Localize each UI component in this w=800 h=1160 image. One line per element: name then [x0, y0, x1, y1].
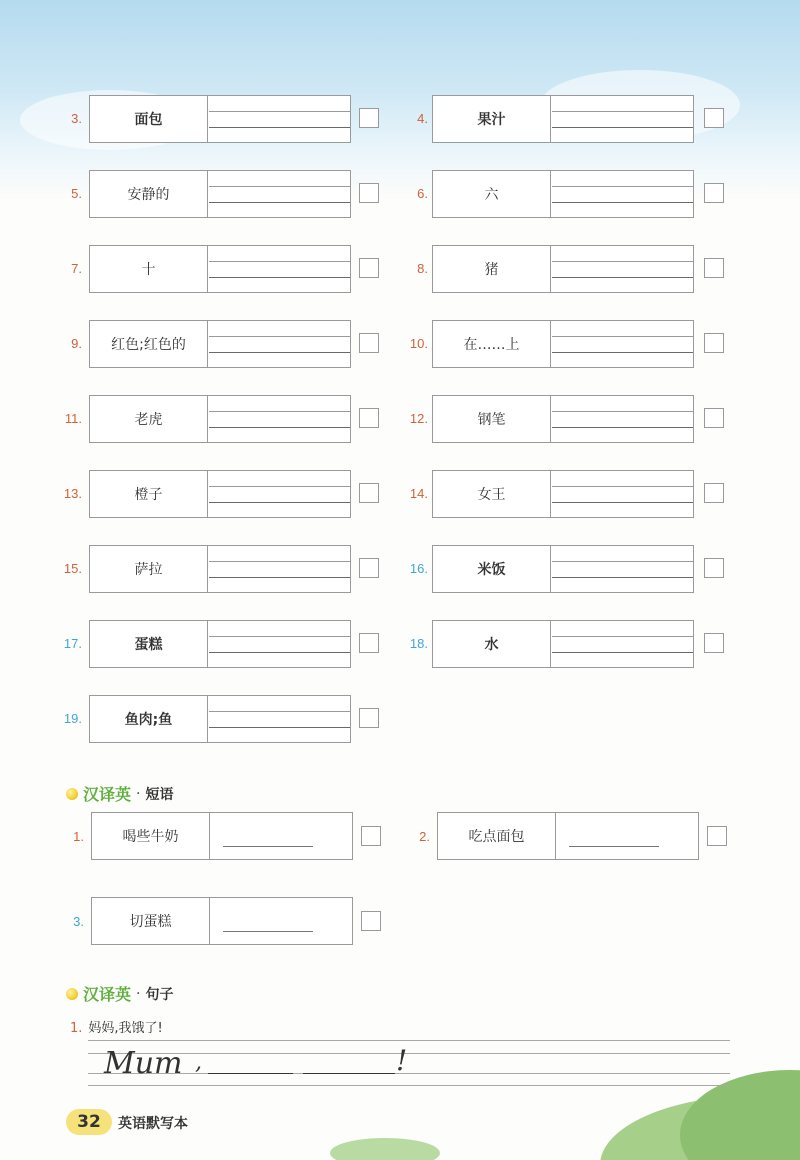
item-number: 19. — [63, 711, 82, 726]
check-box[interactable] — [361, 826, 381, 846]
item-number: 4. — [417, 111, 428, 126]
handwritten-comma: , — [195, 1050, 202, 1075]
writing-line[interactable] — [209, 727, 350, 728]
chinese-phrase: 吃点面包 — [438, 813, 556, 859]
chinese-word: 萨拉 — [90, 546, 208, 592]
word-cell — [432, 395, 694, 443]
writing-line[interactable] — [209, 277, 350, 278]
word-cell — [432, 320, 694, 368]
chinese-word: 安静的 — [90, 171, 208, 217]
check-box[interactable] — [704, 108, 724, 128]
word-cell — [432, 545, 694, 593]
check-box[interactable] — [704, 258, 724, 278]
check-box[interactable] — [704, 483, 724, 503]
chinese-word: 六 — [433, 171, 551, 217]
chinese-word: 钢笔 — [433, 396, 551, 442]
check-box[interactable] — [359, 333, 379, 353]
handwritten-exclamation: ! — [396, 1044, 408, 1077]
word-cell — [432, 245, 694, 293]
item-number: 6. — [417, 186, 428, 201]
writing-line[interactable] — [552, 636, 693, 637]
handwriting-lines[interactable] — [88, 1040, 730, 1086]
item-number: 11. — [64, 411, 82, 426]
chinese-word: 在……上 — [433, 321, 551, 367]
section-title-main: 汉译英 — [83, 985, 132, 1004]
check-box[interactable] — [361, 911, 381, 931]
writing-line[interactable] — [209, 652, 350, 653]
word-cell — [89, 320, 351, 368]
writing-line[interactable] — [552, 577, 693, 578]
word-cell — [89, 695, 351, 743]
word-cell — [432, 620, 694, 668]
phrase-cell — [91, 897, 353, 945]
chinese-word: 面包 — [90, 96, 208, 142]
writing-line[interactable] — [552, 352, 693, 353]
word-cell — [89, 620, 351, 668]
answer-blank — [208, 1073, 293, 1074]
writing-line[interactable] — [552, 127, 693, 128]
writing-line[interactable] — [209, 411, 350, 412]
writing-line[interactable] — [209, 261, 350, 262]
sentence-number: 1. — [70, 1021, 83, 1036]
page-number: 32 — [66, 1109, 112, 1135]
item-number: 5. — [71, 186, 82, 201]
writing-line[interactable] — [209, 486, 350, 487]
writing-line[interactable] — [552, 186, 693, 187]
sentence-prompt — [70, 1017, 163, 1036]
chinese-phrase: 喝些牛奶 — [92, 813, 210, 859]
check-box[interactable] — [707, 826, 727, 846]
check-box[interactable] — [704, 558, 724, 578]
check-box[interactable] — [704, 183, 724, 203]
check-box[interactable] — [359, 183, 379, 203]
writing-line[interactable] — [552, 411, 693, 412]
check-box[interactable] — [359, 558, 379, 578]
writing-line[interactable] — [209, 561, 350, 562]
item-number: 3. — [73, 914, 84, 929]
word-cell — [89, 95, 351, 143]
chinese-word: 猪 — [433, 246, 551, 292]
writing-line[interactable] — [209, 202, 350, 203]
check-box[interactable] — [359, 108, 379, 128]
writing-line[interactable] — [552, 561, 693, 562]
chinese-word: 十 — [90, 246, 208, 292]
item-number: 16. — [409, 561, 428, 576]
check-box[interactable] — [704, 633, 724, 653]
writing-line[interactable] — [552, 427, 693, 428]
writing-line[interactable] — [209, 186, 350, 187]
item-number: 10. — [409, 336, 428, 351]
chinese-word: 水 — [433, 621, 551, 667]
writing-line[interactable] — [209, 502, 350, 503]
item-number: 8. — [417, 261, 428, 276]
section-title-sub: 短语 — [145, 786, 174, 803]
check-box[interactable] — [359, 633, 379, 653]
writing-line[interactable] — [552, 261, 693, 262]
section-title-sub: 句子 — [145, 986, 174, 1003]
phrase-cell — [437, 812, 699, 860]
chinese-word: 女王 — [433, 471, 551, 517]
check-box[interactable] — [704, 333, 724, 353]
book-title: 英语默写本 — [118, 1116, 188, 1132]
item-number: 3. — [71, 111, 82, 126]
writing-line[interactable] — [552, 502, 693, 503]
chinese-word: 果汁 — [433, 96, 551, 142]
writing-line[interactable] — [552, 486, 693, 487]
grass-decoration — [330, 1138, 440, 1160]
check-box[interactable] — [359, 258, 379, 278]
item-number: 18. — [409, 636, 428, 651]
answer-line[interactable] — [223, 846, 313, 847]
bullet-dot-icon — [66, 988, 78, 1000]
writing-line[interactable] — [209, 111, 350, 112]
writing-line[interactable] — [209, 636, 350, 637]
writing-line[interactable] — [209, 577, 350, 578]
writing-line[interactable] — [209, 711, 350, 712]
handwritten-answer-start: Mum — [104, 1046, 183, 1081]
word-cell — [89, 170, 351, 218]
chinese-word: 橙子 — [90, 471, 208, 517]
answer-line[interactable] — [223, 931, 313, 932]
item-number: 2. — [419, 829, 430, 844]
sentence-chinese: 妈妈,我饿了! — [88, 1021, 163, 1036]
word-cell — [89, 545, 351, 593]
item-number: 12. — [409, 411, 428, 426]
chinese-word: 蛋糕 — [90, 621, 208, 667]
writing-line[interactable] — [209, 336, 350, 337]
chinese-word: 老虎 — [90, 396, 208, 442]
word-cell — [432, 470, 694, 518]
item-number: 13. — [63, 486, 82, 501]
writing-line[interactable] — [552, 111, 693, 112]
bullet-dot-icon — [66, 788, 78, 800]
writing-line[interactable] — [209, 427, 350, 428]
writing-line[interactable] — [552, 277, 693, 278]
item-number: 9. — [71, 336, 82, 351]
word-cell — [89, 470, 351, 518]
item-number: 14. — [409, 486, 428, 501]
writing-line[interactable] — [552, 336, 693, 337]
answer-blank — [303, 1073, 395, 1074]
chinese-phrase: 切蛋糕 — [92, 898, 210, 944]
chinese-word: 鱼肉;鱼 — [90, 696, 208, 742]
section-title-separator: · — [136, 985, 141, 1002]
check-box[interactable] — [704, 408, 724, 428]
check-box[interactable] — [359, 408, 379, 428]
writing-line[interactable] — [209, 352, 350, 353]
item-number: 15. — [63, 561, 82, 576]
writing-line[interactable] — [209, 127, 350, 128]
chinese-word: 米饭 — [433, 546, 551, 592]
word-cell — [432, 170, 694, 218]
check-box[interactable] — [359, 708, 379, 728]
word-cell — [89, 395, 351, 443]
answer-line[interactable] — [569, 846, 659, 847]
word-cell — [432, 95, 694, 143]
writing-line[interactable] — [552, 652, 693, 653]
word-cell — [89, 245, 351, 293]
chinese-word: 红色;红色的 — [90, 321, 208, 367]
item-number: 17. — [63, 636, 82, 651]
section-title-separator: · — [136, 785, 141, 802]
phrase-section-title — [66, 782, 173, 805]
item-number: 1. — [73, 829, 84, 844]
check-box[interactable] — [359, 483, 379, 503]
phrase-cell — [91, 812, 353, 860]
section-title-main: 汉译英 — [83, 785, 132, 804]
item-number: 7. — [71, 261, 82, 276]
writing-line[interactable] — [552, 202, 693, 203]
sentence-section-title — [66, 982, 173, 1005]
